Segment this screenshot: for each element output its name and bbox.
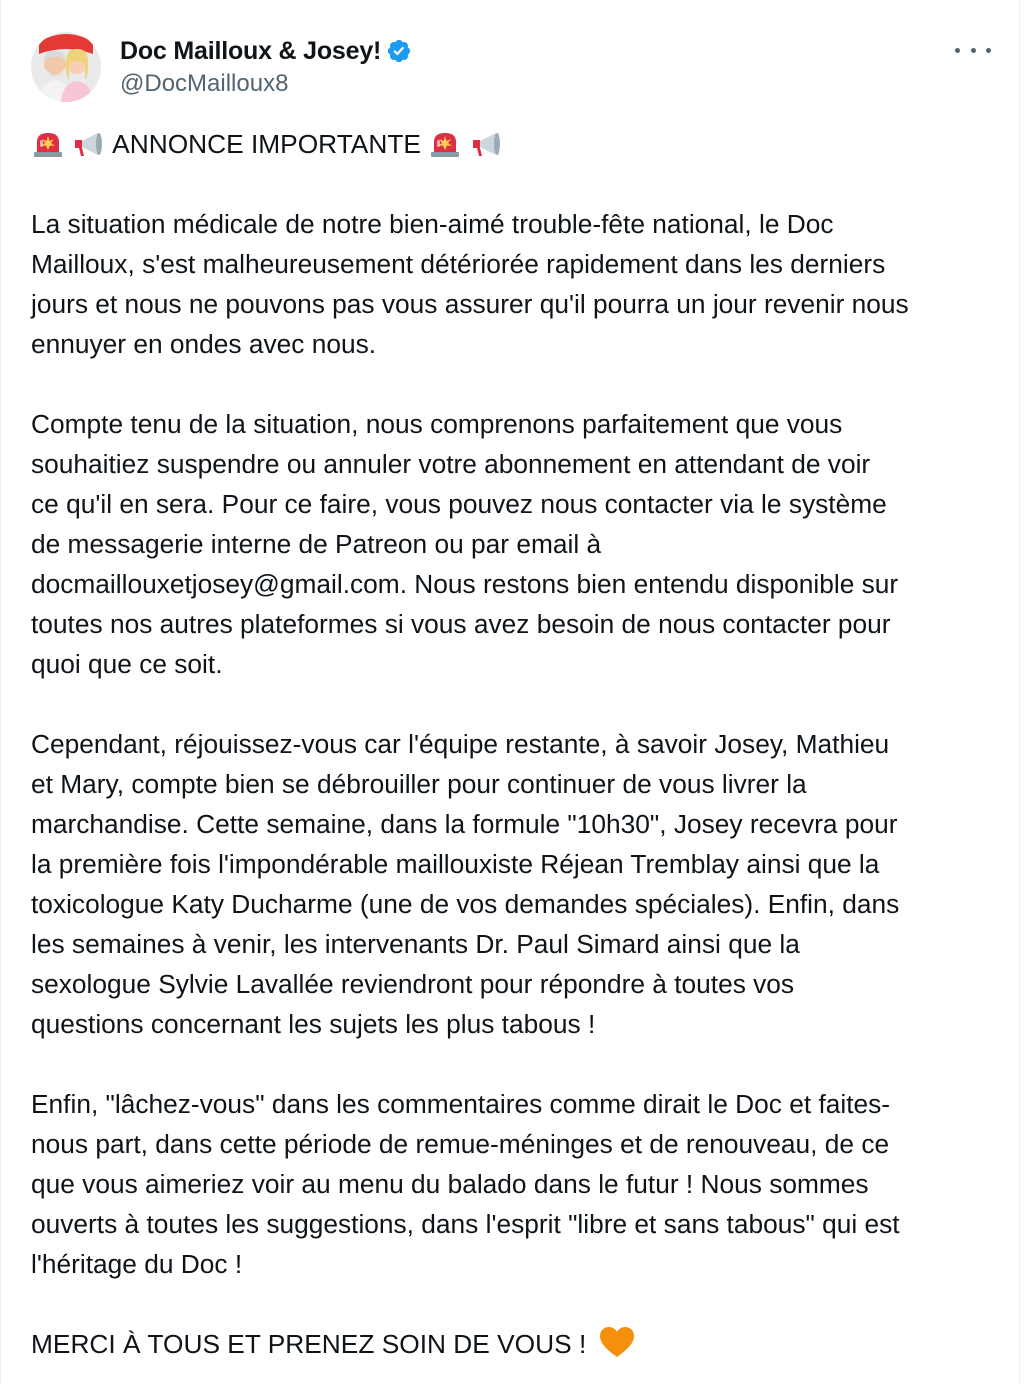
text-line: docmaillouxetjosey@gmail.com. Nous restons bien entendu disponible sur — [31, 569, 899, 599]
text-line: que vous aimeriez voir au menu du balado dans le futur ! Nous sommes — [31, 1169, 869, 1199]
megaphone-emoji-icon — [72, 129, 106, 157]
closing-line — [31, 1324, 1003, 1364]
paragraph-1 — [31, 204, 1003, 364]
more-dot — [986, 48, 991, 53]
text-line: jours et nous ne pouvons pas vous assurer qu'il pourra un jour revenir nous — [31, 289, 909, 319]
text-line: Mailloux, s'est malheureusement détériorée rapidement dans les derniers — [31, 249, 886, 279]
headline-text: ANNONCE IMPORTANTE — [112, 129, 421, 159]
text-line: de messagerie interne de Patreon ou par email à — [31, 529, 602, 559]
text-line: Enfin, "lâchez-vous" dans les commentaires comme dirait le Doc et faites- — [31, 1089, 891, 1119]
paragraph-2 — [31, 404, 1003, 684]
more-horizontal-icon[interactable] — [955, 38, 991, 62]
author-names — [120, 34, 412, 98]
text-line: ce qu'il en sera. Pour ce faire, vous pouvez nous contacter via le système — [31, 489, 887, 519]
more-dot — [955, 48, 960, 53]
headline-line — [31, 124, 1003, 164]
text-line: Cependant, réjouissez-vous car l'équipe restante, à savoir Josey, Mathieu — [31, 729, 890, 759]
text-line: ouverts à toutes les suggestions, dans l'esprit "libre et sans tabous" qui est — [31, 1209, 900, 1239]
more-dot — [971, 48, 976, 53]
text-line: souhaitiez suspendre ou annuler votre abonnement en attendant de voir — [31, 449, 871, 479]
text-line: La situation médicale de notre bien-aimé trouble-fête national, le Doc — [31, 209, 834, 239]
text-line: Compte tenu de la situation, nous comprenons parfaitement que vous — [31, 409, 843, 439]
display-name-row — [120, 34, 412, 68]
avatar[interactable] — [31, 32, 101, 102]
police-siren-emoji-icon — [428, 129, 462, 157]
police-siren-emoji-icon — [31, 129, 65, 157]
closing-text: MERCI À TOUS ET PRENEZ SOIN DE VOUS ! — [31, 1329, 587, 1359]
author-handle[interactable]: @DocMailloux8 — [120, 70, 289, 97]
paragraph-3 — [31, 724, 1003, 1044]
text-line: questions concernant les sujets les plus tabous ! — [31, 1009, 596, 1039]
text-line: l'héritage du Doc ! — [31, 1249, 243, 1279]
verified-badge-icon[interactable] — [386, 38, 412, 64]
text-line: et Mary, compte bien se débrouiller pour continuer de vous livrer la — [31, 769, 807, 799]
text-line: toutes nos autres plateformes si vous avez besoin de nous contacter pour — [31, 609, 891, 639]
two-people-avatar-icon — [31, 32, 101, 102]
tweet-header — [31, 30, 995, 102]
orange-heart-emoji-icon — [598, 1325, 636, 1359]
text-line: sexologue Sylvie Lavallée reviendront pour répondre à toutes vos — [31, 969, 795, 999]
text-line: la première fois l'impondérable maillouxiste Réjean Tremblay ainsi que la — [31, 849, 880, 879]
text-line: quoi que ce soit. — [31, 649, 223, 679]
text-line: nous part, dans cette période de remue-méninges et de renouveau, de ce — [31, 1129, 890, 1159]
text-line: les semaines à venir, les intervenants Dr. Paul Simard ainsi que la — [31, 929, 800, 959]
text-line: toxicologue Katy Ducharme (une de vos demandes spéciales). Enfin, dans — [31, 889, 900, 919]
display-name[interactable]: Doc Mailloux & Josey! — [120, 36, 382, 65]
megaphone-emoji-icon — [470, 129, 504, 157]
paragraph-4 — [31, 1084, 1003, 1284]
text-line: marchandise. Cette semaine, dans la formule "10h30", Josey recevra pour — [31, 809, 898, 839]
text-line: ennuyer en ondes avec nous. — [31, 329, 377, 359]
tweet-text — [31, 124, 1003, 1384]
